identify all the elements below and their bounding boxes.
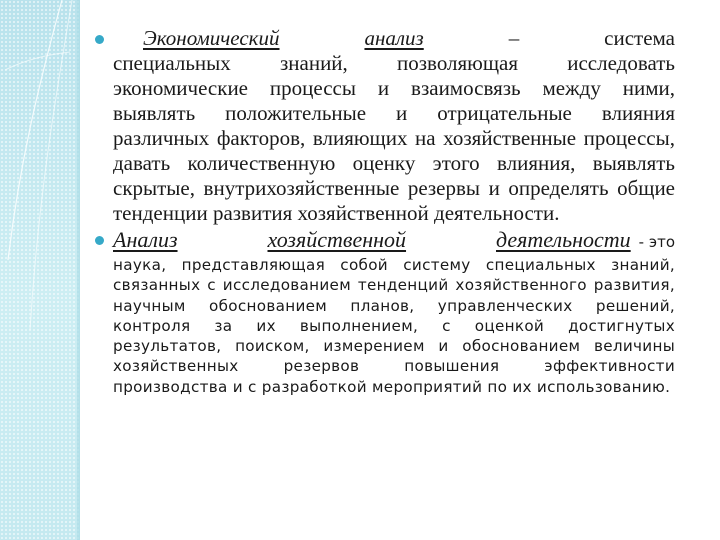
- term-business-analysis: [113, 227, 639, 253]
- bullet-icon: [95, 35, 104, 44]
- term-word: хозяйственной: [267, 227, 407, 252]
- term-word: деятельности: [496, 227, 631, 252]
- decorative-left-band: [0, 0, 80, 540]
- term-word: анализ: [364, 26, 424, 50]
- definition-head-line: [113, 227, 675, 255]
- definition-first-line: [113, 26, 675, 51]
- dash: –: [508, 26, 520, 50]
- definition-body: наука, представляющая собой систему специальных знаний, связанных с исследованием тенденций хозяйственного развития, научным обоснованием планов, управленческих решений, контроля за их выполнением, с оценкой достигнутых результатов, поиском, измерением и обоснованием величины хозяйственных резервов повышения эффективности производства и с разработкой мероприятий по их использованию.: [113, 256, 675, 396]
- slide-content: [95, 26, 675, 397]
- definition-business-analysis: [95, 227, 675, 397]
- dash-eto: - это: [638, 233, 675, 251]
- term-word: Экономический: [143, 26, 280, 50]
- decorative-lines: [0, 0, 80, 540]
- definition-body: специальных знаний, позволяющая исследовать экономические процессы и взаимосвязь между ними, выявлять положительные и отрицательные влияния различных факторов, влияющих на хозяйственные процессы, давать количественную оценку этого влияния, выявлять скрытые, внутрихозяйственные резервы и определять общие тенденции развития хозяйственной деятельности.: [113, 51, 675, 225]
- term-word: Анализ: [113, 227, 178, 252]
- definition-first-word: система: [604, 26, 675, 50]
- term-economic-analysis: [113, 26, 280, 51]
- definition-economic-analysis: [95, 26, 675, 226]
- bullet-icon: [95, 236, 104, 245]
